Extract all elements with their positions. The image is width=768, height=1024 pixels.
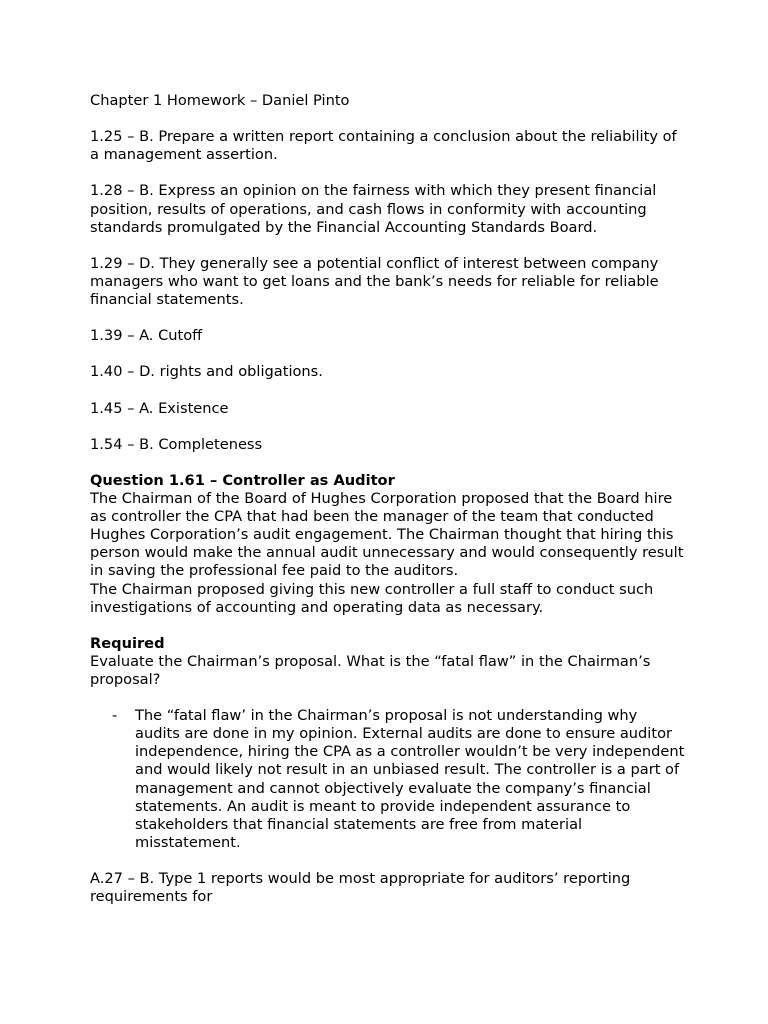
response-text: The “fatal flaw’ in the Chairman’s proposal is not understanding why audits are done in my opinion. External audits are done to ensure auditor independence, hiring the CPA as a controller wouldn’t be very independent and would likely not result in an unbiased result. The controller is a part of management and cannot objectively evaluate the company’s financial statements. An audit is meant to provide independent assurance to stakeholders that financial statements are free from material misstatement. bbox=[135, 707, 685, 851]
answer-1-25: 1.25 – B. Prepare a written report containing a conclusion about the reliability of a management assertion. bbox=[90, 128, 677, 164]
answer-a-27: A.27 – B. Type 1 reports would be most appropriate for auditors’ reporting requirements for bbox=[90, 870, 631, 906]
dash-bullet: - bbox=[112, 707, 118, 725]
question-paragraph-2: The Chairman proposed giving this new controller a full staff to conduct such investigations of accounting and operating data as necessary. bbox=[90, 580, 654, 616]
answer-1-29: 1.29 – D. They generally see a potential conflict of interest between company managers who want to get loans and the bank’s needs for reliable for reliable financial statements. bbox=[90, 254, 659, 309]
question-heading: Question 1.61 – Controller as Auditor bbox=[90, 471, 395, 489]
question-paragraph-1: The Chairman of the Board of Hughes Corporation proposed that the Board hire as controller the CPA that had been the manager of the team that conducted Hughes Corporation’s audit engagement. The Chairman thought that hiring this person would make the annual audit unnecessary and would consequently result in saving the professional fee paid to the auditors. bbox=[90, 490, 684, 580]
answer-1-40: 1.40 – D. rights and obligations. bbox=[90, 363, 323, 381]
document-page bbox=[90, 92, 686, 906]
document-title: Chapter 1 Homework – Daniel Pinto bbox=[90, 92, 350, 109]
response-list bbox=[90, 707, 686, 852]
required-heading: Required bbox=[90, 634, 165, 652]
answer-1-54: 1.54 – B. Completeness bbox=[90, 435, 263, 453]
answer-1-45: 1.45 – A. Existence bbox=[90, 399, 229, 417]
required-text: Evaluate the Chairman’s proposal. What is the “fatal flaw” in the Chairman’s proposal? bbox=[90, 652, 651, 688]
list-item bbox=[90, 707, 686, 852]
answer-1-39: 1.39 – A. Cutoff bbox=[90, 327, 203, 345]
answer-1-28: 1.28 – B. Express an opinion on the fairness with which they present financial position, results of operations, and cash flows in conformity with accounting standards promulgated by the Financial Accounting Standards Board. bbox=[90, 182, 657, 236]
